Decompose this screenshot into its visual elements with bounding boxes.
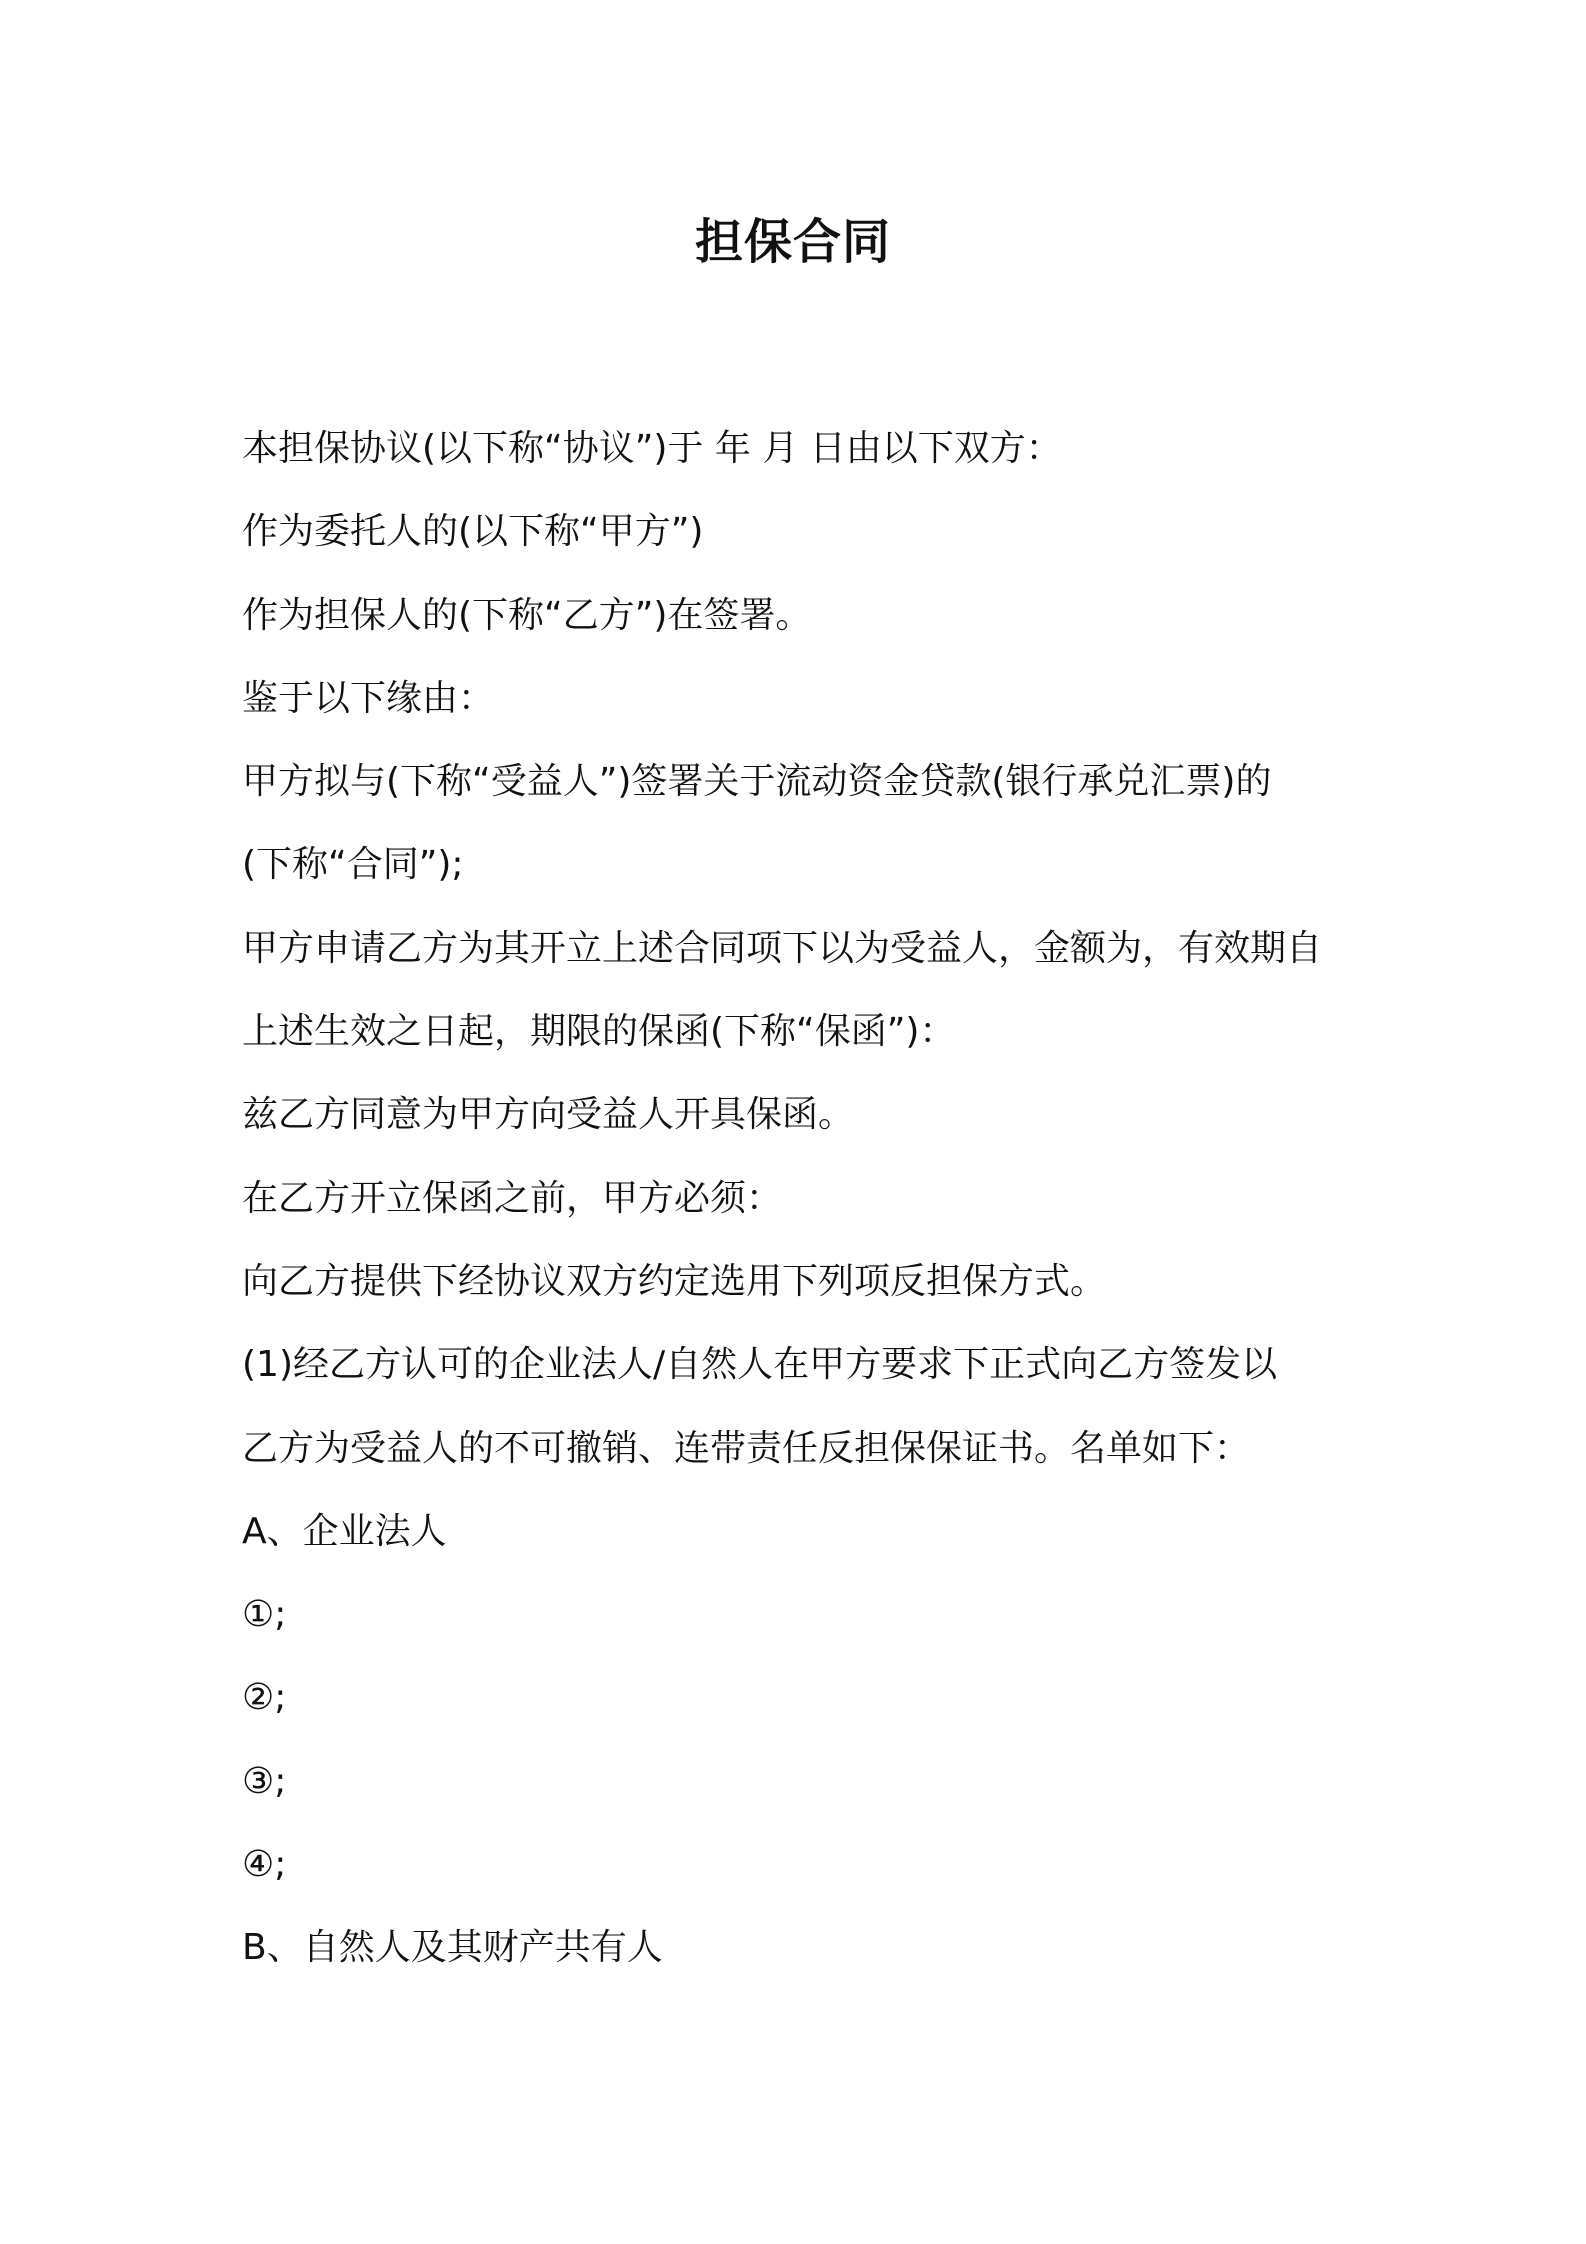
paragraph-line: 作为委托人的(以下称“甲方”) (242, 511, 704, 553)
paragraph-line: 在乙方开立保函之前，甲方必须： (242, 1177, 783, 1219)
paragraph-line: 鉴于以下缘由： (242, 677, 495, 719)
paragraph-line: 乙方为受益人的不可撤销、连带责任反担保保证书。名单如下： (242, 1427, 1251, 1469)
list-item: ③; (242, 1760, 287, 1802)
paragraph-line: 兹乙方同意为甲方向受益人开具保函。 (242, 1094, 855, 1136)
paragraph-line: (1)经乙方认可的企业法人/自然人在甲方要求下正式向乙方签发以 (242, 1344, 1278, 1386)
paragraph-line: 向乙方提供下经协议双方约定选用下列项反担保方式。 (242, 1260, 1107, 1302)
paragraph-line: (下称“合同”); (242, 844, 464, 886)
document-body (242, 407, 1362, 1990)
paragraph-line: 甲方拟与(下称“受益人”)签署关于流动资金贷款(银行承兑汇票)的 (242, 761, 1272, 803)
list-heading: A、企业法人 (242, 1510, 447, 1552)
list-heading: B、自然人及其财产共有人 (242, 1927, 663, 1969)
paragraph-line: 作为担保人的(下称“乙方”)在签署。 (242, 594, 812, 636)
document-title: 担保合同 (694, 214, 891, 270)
list-item: ②; (242, 1677, 287, 1719)
paragraph-line: 本担保协议(以下称“协议”)于 年 月 日由以下双方： (242, 428, 1062, 469)
paragraph-line: 甲方申请乙方为其开立上述合同项下以为受益人，金额为，有效期自 (242, 927, 1323, 969)
list-item: ④; (242, 1844, 287, 1886)
list-item: ①; (242, 1594, 287, 1636)
paragraph-line: 上述生效之日起，期限的保函(下称“保函”)： (242, 1011, 956, 1053)
